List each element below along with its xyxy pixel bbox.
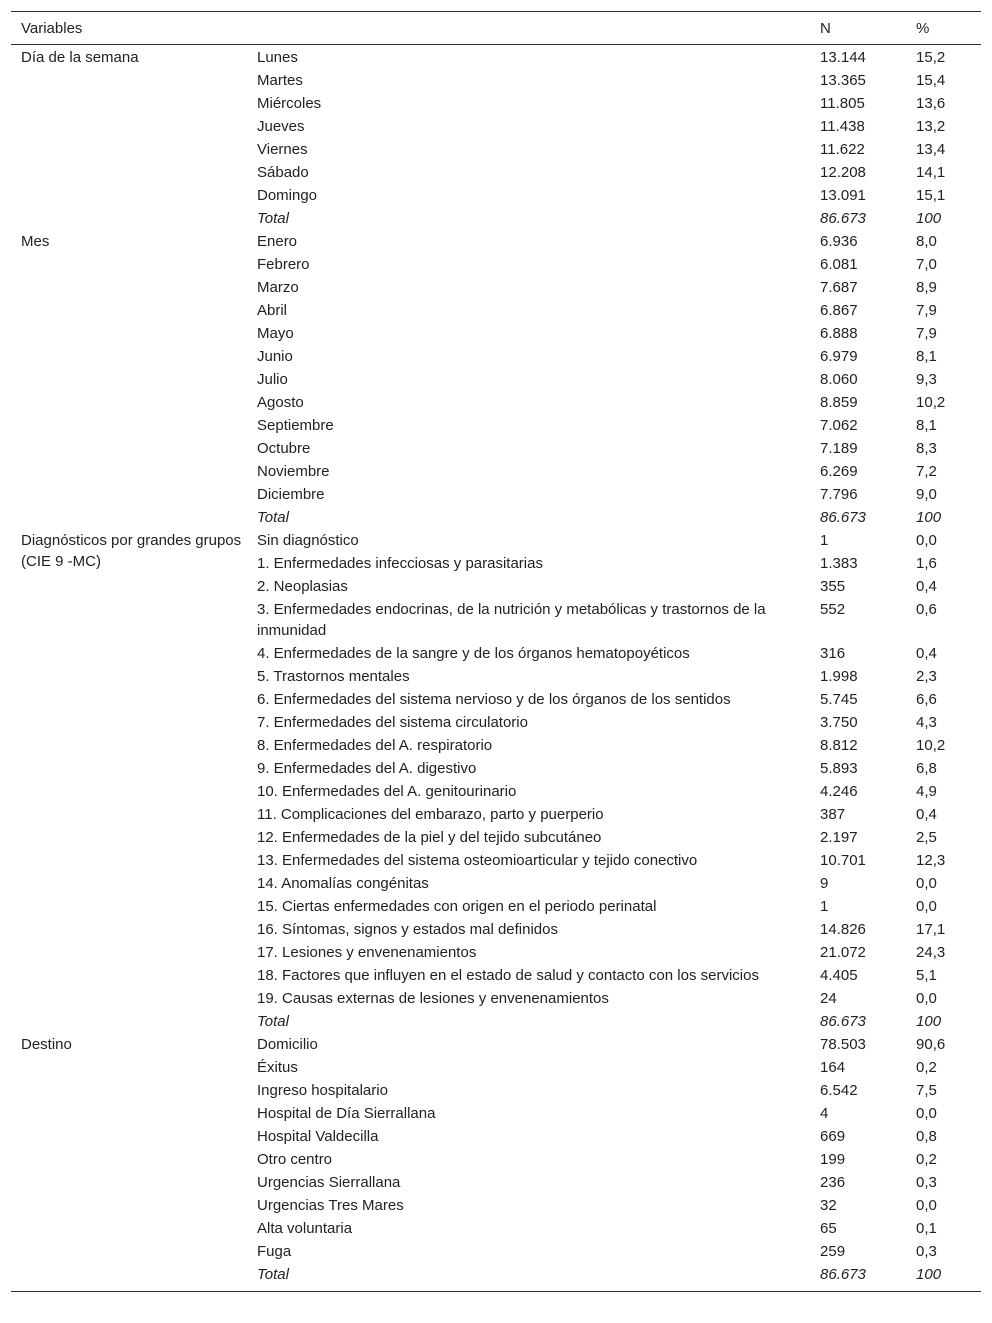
row-percent: 17,1 [916,921,946,938]
row-label: Enero [257,233,298,250]
row-percent: 0,4 [916,806,937,823]
row-percent: 1,6 [916,555,937,572]
row-label: 13. Enfermedades del sistema osteomioarticular y tejido conectivo [257,852,698,869]
row-count: 65 [820,1220,837,1237]
group-label-cell [11,1033,247,1292]
row-percent: 0,6 [916,601,937,618]
row-count: 10.701 [820,852,866,869]
row-label: Otro centro [257,1151,333,1168]
row-count: 4 [820,1105,829,1122]
row-count: 236 [820,1174,846,1191]
row-label: 9. Enfermedades del A. digestivo [257,760,477,777]
row-count: 86.673 [820,1013,866,1030]
row-label: Jueves [257,118,305,135]
row-percent: 8,0 [916,233,937,250]
row-label: Viernes [257,141,308,158]
row-count: 7.687 [820,279,858,296]
row-count: 669 [820,1128,846,1145]
row-count: 6.979 [820,348,858,365]
table-row [11,1033,981,1056]
row-count: 9 [820,875,829,892]
row-count: 6.081 [820,256,858,273]
row-percent: 13,6 [916,95,946,112]
row-count: 13.144 [820,49,866,66]
row-percent: 15,2 [916,49,946,66]
row-label: 3. Enfermedades endocrinas, de la nutrición y metabólicas y trastornos de la inmunidad [257,601,766,639]
row-label: Domingo [257,187,318,204]
row-label: Octubre [257,440,311,457]
row-percent: 7,9 [916,325,937,342]
row-label: Hospital Valdecilla [257,1128,379,1145]
row-percent: 10,2 [916,394,946,411]
row-percent: 0,0 [916,1105,937,1122]
row-percent: 4,9 [916,783,937,800]
row-count: 1 [820,898,829,915]
row-label: Agosto [257,394,304,411]
row-percent: 7,0 [916,256,937,273]
row-percent: 13,4 [916,141,946,158]
row-label: 16. Síntomas, signos y estados mal definidos [257,921,558,938]
row-label: Éxitus [257,1059,298,1076]
row-label: Febrero [257,256,310,273]
row-percent: 0,0 [916,875,937,892]
row-percent: 8,1 [916,417,937,434]
row-count: 7.062 [820,417,858,434]
table-header [11,12,981,45]
row-percent: 7,5 [916,1082,937,1099]
row-percent: 90,6 [916,1036,946,1053]
row-label: Noviembre [257,463,330,480]
row-percent: 0,2 [916,1151,937,1168]
row-label: Abril [257,302,288,319]
row-count: 3.750 [820,714,858,731]
row-label: Urgencias Sierrallana [257,1174,401,1191]
row-count: 199 [820,1151,846,1168]
row-label: 8. Enfermedades del A. respiratorio [257,737,493,754]
row-count: 11.622 [820,141,865,158]
row-percent: 12,3 [916,852,946,869]
row-percent: 9,3 [916,371,937,388]
row-percent: 0,4 [916,578,937,595]
row-count: 164 [820,1059,846,1076]
row-percent: 7,9 [916,302,937,319]
group-label: Diagnósticos por grandes grupos [21,532,242,549]
row-count: 1.383 [820,555,858,572]
row-count: 86.673 [820,1266,866,1283]
group-label: Destino [21,1036,72,1053]
row-percent: 8,1 [916,348,937,365]
row-label: Mayo [257,325,294,342]
row-label: Julio [257,371,288,388]
row-count: 4.405 [820,967,858,984]
row-count: 24 [820,990,837,1007]
row-count: 1.998 [820,668,858,685]
row-label: Martes [257,72,303,89]
row-count: 8.859 [820,394,858,411]
row-percent: 0,3 [916,1174,937,1191]
row-label: Fuga [257,1243,292,1260]
row-label: 7. Enfermedades del sistema circulatorio [257,714,528,731]
row-count: 316 [820,645,846,662]
row-count: 5.745 [820,691,858,708]
row-count: 552 [820,601,846,618]
table-body [11,45,981,1292]
row-percent: 7,2 [916,463,937,480]
row-label: 12. Enfermedades de la piel y del tejido subcutáneo [257,829,602,846]
row-label: Total [257,1266,289,1283]
row-label: 4. Enfermedades de la sangre y de los órganos hematopoyéticos [257,645,690,662]
row-label: 6. Enfermedades del sistema nervioso y de los órganos de los sentidos [257,691,731,708]
row-count: 6.867 [820,302,858,319]
row-count: 14.826 [820,921,866,938]
row-percent: 15,1 [916,187,946,204]
header-n: N [820,19,831,37]
row-count: 8.060 [820,371,858,388]
row-count: 1 [820,532,829,549]
row-count: 86.673 [820,210,866,227]
row-percent: 6,8 [916,760,937,777]
table-row [11,230,981,253]
row-count: 6.269 [820,463,858,480]
header-pct: % [916,19,930,37]
row-label: 15. Ciertas enfermedades con origen en el periodo perinatal [257,898,657,915]
row-label: 19. Causas externas de lesiones y envenenamientos [257,990,609,1007]
row-count: 32 [820,1197,837,1214]
group-label: Día de la semana [21,49,139,66]
row-percent: 0,0 [916,532,937,549]
row-count: 8.812 [820,737,858,754]
row-percent: 0,0 [916,990,937,1007]
header-variables: Variables [21,19,83,37]
row-label: Sin diagnóstico [257,532,359,549]
row-percent: 0,8 [916,1128,937,1145]
row-percent: 5,1 [916,967,937,984]
table-row [11,45,981,70]
row-count: 11.805 [820,95,865,112]
row-label: Junio [257,348,293,365]
row-label: 5. Trastornos mentales [257,668,410,685]
row-label: Total [257,1013,289,1030]
row-percent: 100 [916,1266,942,1283]
row-count: 259 [820,1243,846,1260]
row-count: 7.189 [820,440,858,457]
group-label-cell [11,230,247,529]
row-count: 387 [820,806,846,823]
row-label: Septiembre [257,417,334,434]
row-count: 7.796 [820,486,858,503]
group-label: Mes [21,233,50,250]
row-percent: 4,3 [916,714,937,731]
data-table [11,11,981,1292]
row-label: Lunes [257,49,298,66]
row-count: 355 [820,578,846,595]
row-label: Ingreso hospitalario [257,1082,388,1099]
row-percent: 100 [916,210,942,227]
row-percent: 8,9 [916,279,937,296]
group-label-cell [11,529,247,1033]
row-label: 18. Factores que influyen en el estado de salud y contacto con los servicios [257,967,759,984]
row-percent: 0,4 [916,645,937,662]
row-count: 5.893 [820,760,858,777]
row-percent: 13,2 [916,118,946,135]
row-label: Miércoles [257,95,322,112]
row-count: 21.072 [820,944,866,961]
row-percent: 6,6 [916,691,937,708]
row-count: 6.542 [820,1082,858,1099]
row-percent: 0,1 [916,1220,937,1237]
row-label: 10. Enfermedades del A. genitourinario [257,783,517,800]
row-percent: 0,3 [916,1243,937,1260]
row-label: 1. Enfermedades infecciosas y parasitarias [257,555,543,572]
row-percent: 100 [916,1013,942,1030]
row-label: Sábado [257,164,309,181]
row-label: Domicilio [257,1036,318,1053]
row-label: Total [257,210,289,227]
row-label: Urgencias Tres Mares [257,1197,404,1214]
row-label: Marzo [257,279,299,296]
row-label: 11. Complicaciones del embarazo, parto y puerperio [257,806,604,823]
row-count: 2.197 [820,829,858,846]
row-percent: 24,3 [916,944,946,961]
row-count: 4.246 [820,783,858,800]
group-label-code: (CIE 9 -MC) [21,553,101,570]
row-percent: 10,2 [916,737,946,754]
row-label: 17. Lesiones y envenenamientos [257,944,477,961]
row-label: 2. Neoplasias [257,578,348,595]
row-count: 11.438 [820,118,865,135]
row-percent: 0,0 [916,1197,937,1214]
row-count: 6.888 [820,325,858,342]
row-label: 14. Anomalías congénitas [257,875,429,892]
row-percent: 100 [916,509,942,526]
row-percent: 0,0 [916,898,937,915]
row-percent: 8,3 [916,440,937,457]
row-percent: 2,3 [916,668,937,685]
row-count: 13.365 [820,72,866,89]
row-count: 13.091 [820,187,866,204]
row-count: 6.936 [820,233,858,250]
row-label: Alta voluntaria [257,1220,353,1237]
group-label-cell [11,45,247,231]
row-percent: 2,5 [916,829,937,846]
row-label: Diciembre [257,486,325,503]
row-percent: 9,0 [916,486,937,503]
header-row [11,12,981,45]
row-count: 86.673 [820,509,866,526]
table-row [11,529,981,552]
row-percent: 14,1 [916,164,946,181]
row-label: Total [257,509,289,526]
row-percent: 15,4 [916,72,946,89]
row-percent: 0,2 [916,1059,937,1076]
row-count: 78.503 [820,1036,866,1053]
row-label: Hospital de Día Sierrallana [257,1105,436,1122]
row-count: 12.208 [820,164,866,181]
